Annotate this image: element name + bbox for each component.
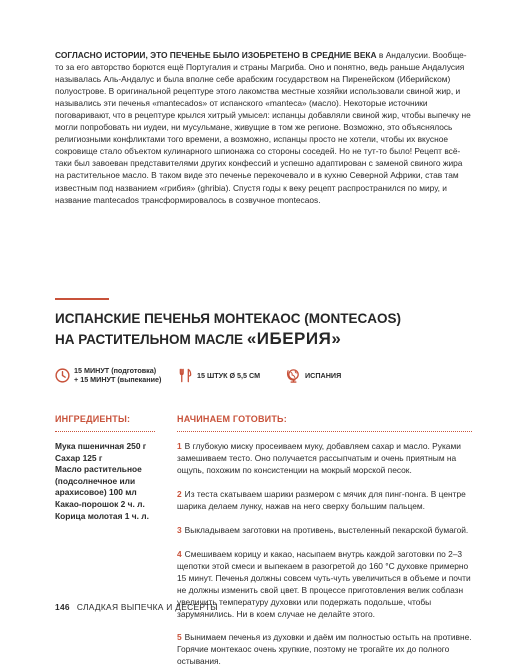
title-line-2-text: НА РАСТИТЕЛЬНОМ МАСЛЕ [55,332,247,347]
method-step-2 [177,489,475,513]
step-text: Выкладываем заготовки на противень, выстеленный пекарской бумагой. [184,525,469,535]
globe-icon [286,368,301,383]
step-number: 2 [177,489,182,499]
title-line-2 [55,329,475,350]
meta-yield [178,360,260,390]
intro-paragraph [55,49,471,206]
ingredient-line: Мука пшеничная 250 г [55,441,147,451]
section-divider [55,298,109,300]
ingredient-line: Масло растительное [55,464,142,475]
meta-time [55,360,161,390]
page-footer [55,602,218,612]
ingredients-heading: ИНГРЕДИЕНТЫ: [55,414,131,424]
meta-time-text [74,366,161,384]
method-step-3 [177,525,475,537]
ingredients-dotted-rule [55,431,155,432]
method-heading: НАЧИНАЕМ ГОТОВИТЬ: [177,414,287,424]
country-text: ИСПАНИЯ [305,370,342,380]
page-number: 146 [55,602,70,612]
ingredient-line: (подсолнечное или [55,475,136,486]
ingredient-line: Корица молотая 1 ч. л. [55,510,149,521]
step-text: Из теста скатываем шарики размером с мячик для пинг-понга. В центре шарика делаем лунку, нажав на него сверху большим пальцем. [177,489,466,511]
step-text: Смешиваем корицу и какао, насыпаем внутрь каждой заготовки по 2–3 щепотки этой смеси и выпекаем в разогретой до 160 °С духовке примерно 15 минут. Печенья должны совсем чуть-чуть увеличиться в объеме и почти не должны изменить свой цвет. В процессе приготовления велик соблазн увеличить температуру духовки или подержать подольше, чтобы зарумянились. Ни в коем случае не делайте этого. [177,549,471,619]
time-bake: + 15 МИНУТ (выпекание) [74,375,162,384]
ingredient-line: Какао-порошок 2 ч. л. [55,498,145,509]
method-step-4 [177,549,475,620]
cutlery-icon [178,368,193,383]
step-number: 4 [177,549,182,559]
title-line-1: ИСПАНСКИЕ ПЕЧЕНЬЯ МОНТЕКАОС (MONTECAOS) [55,311,401,326]
yield-text: 15 ШТУК Ø 5,5 СМ [197,370,261,380]
ingredient-line: Сахар 125 г [55,452,103,463]
ingredients-list [55,441,165,522]
method-dotted-rule [177,431,472,432]
step-text: Вынимаем печенья из духовки и даём им полностью остыть на противне. Горячие монтекаос очень хрупкие, поэтому не трогайте их до полного остывания. [177,632,472,666]
step-text: В глубокую миску просеиваем муку, добавляем сахар и масло. Руками замешиваем тесто. Оно получается рассыпчатым и очень приятным на ощупь, похожим по консистенции на мокрый морской песок. [177,441,461,475]
method-step-1 [177,441,475,477]
intro-body: в Андалусии. Вообще-то за его авторство борются ещё Португалия и страны Магриба. Оно и понятно, ведь раньше Андалусия называлась Аль-Андалус и была вполне себе арабским государством на Пиренейском (Иберийском) полуострове. В оригинальной рецептуре этого лакомства местные хозяйки использовали свиной жир, и назывались эти печенья «mantecados» от испанского «manteca» (масло). Некоторые источники поговаривают, что в рецептуре крылся хитрый умысел: испанцы добавляли свиной жир, чтобы выпечку не могли попробовать ни иудеи, ни мусульмане, живущие в том же регионе. Возможно, это объяснялось религиозными конфликтами того времени, а возможно, испанцы просто не хотели, чтобы их вкусное сокровище стало объектом кулинарного шпионажа со стороны соседей. Но не тут-то было! Рецепт всё-таки был завоеван представителями других конфессий и успешно адаптирован с заменой свиного жира на растительное масло. В таком виде это печенье перекочевало и в кухню Северной Африки, став там известным под названием «грибия» (ghribia). Спустя годы к веку рецепт распространился по миру, и название mantecados трансформировалось в созвучное montecaos. [55,50,471,205]
recipe-title [55,309,475,350]
meta-country [286,360,341,390]
title-highlight: «ИБЕРИЯ» [246,329,342,348]
section-name: СЛАДКАЯ ВЫПЕЧКА И ДЕСЕРТЫ [76,602,218,612]
step-number: 1 [177,441,182,451]
ingredient-line: арахисовое) 100 мл [55,487,137,498]
intro-lead: СОГЛАСНО ИСТОРИИ, ЭТО ПЕЧЕНЬЕ БЫЛО ИЗОБРЕТЕНО В СРЕДНИЕ ВЕКА [55,50,377,60]
method-step-5 [177,632,475,668]
clock-icon [55,368,70,383]
step-number: 3 [177,525,182,535]
time-prep: 15 МИНУТ (подготовка) [74,366,157,375]
step-number: 5 [177,632,182,642]
